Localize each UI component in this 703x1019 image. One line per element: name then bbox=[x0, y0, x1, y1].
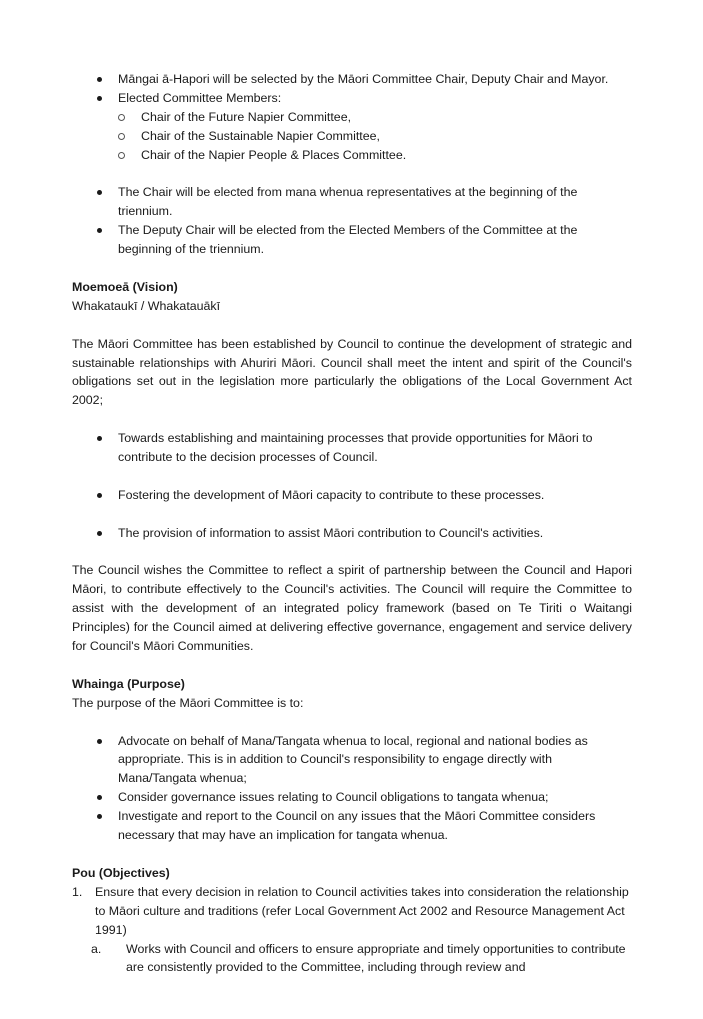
vision-intro: The Māori Committee has been established by Council to continue the development of strategic and sustainable relationships with Ahuriri Māori. Council shall meet the intent and spirit of the Council's obligations set out in the legislation more particularly the obligations of the Local Government Act 2002; bbox=[72, 336, 632, 408]
vision-subheading: Whakataukī / Whakatauākī bbox=[72, 298, 221, 313]
list-spacer bbox=[72, 505, 632, 524]
list-item bbox=[72, 429, 632, 467]
vision-heading: Moemoeā (Vision) bbox=[72, 279, 178, 294]
list-item bbox=[72, 89, 632, 108]
list-item bbox=[72, 524, 632, 543]
list-item-text: Consider governance issues relating to Council obligations to tangata whenua; bbox=[118, 790, 549, 805]
list-item-text: Elected Committee Members: bbox=[118, 90, 282, 105]
numbered-item bbox=[72, 883, 632, 940]
list-item-text: Investigate and report to the Council on any issues that the Māori Committee considers necessary that may have an implication for tangata whenua. bbox=[118, 809, 596, 843]
chair-list bbox=[72, 183, 632, 259]
vision-closing: The Council wishes the Committee to reflect a spirit of partnership between the Council and Hapori Māori, to contribute effectively to the Council's activities. The Council will require the Committee to assist with the development of an integrated policy framework (based on Te Tiriti o Waitangi Principles) for the Council aimed at delivering effective governance, engagement and service delivery for Council's Māori Communities. bbox=[72, 563, 632, 654]
list-item-text: Ensure that every decision in relation to Council activities takes into consideration the relationship to Māori culture and traditions (refer Local Government Act 2002 and Resource Management Act 1991) bbox=[95, 884, 629, 937]
lettered-sub-item bbox=[72, 940, 632, 978]
vision-list bbox=[72, 429, 632, 542]
circle-bullet-icon bbox=[114, 146, 128, 159]
list-item bbox=[72, 70, 632, 89]
purpose-heading: Whainga (Purpose) bbox=[72, 676, 185, 691]
item-number: 1. bbox=[72, 884, 83, 899]
list-item-text: Advocate on behalf of Mana/Tangata whenua to local, regional and national bodies as appropriate. This is in addition to Council's responsibility to engage directly with Mana/Tangata whenua; bbox=[118, 733, 588, 786]
bullet-icon bbox=[92, 788, 106, 800]
list-spacer bbox=[72, 467, 632, 486]
list-item-text: The provision of information to assist Māori contribution to Council's activities. bbox=[118, 525, 544, 540]
bullet-icon bbox=[92, 221, 106, 233]
sub-list-item bbox=[72, 108, 632, 127]
list-item-text: Chair of the Napier People & Places Committee. bbox=[141, 147, 407, 162]
purpose-intro: The purpose of the Māori Committee is to: bbox=[72, 695, 304, 710]
item-letter: a. bbox=[91, 941, 102, 956]
list-item-text: Chair of the Sustainable Napier Committee, bbox=[141, 128, 380, 143]
bullet-icon bbox=[92, 70, 106, 82]
list-item-text: Fostering the development of Māori capacity to contribute to these processes. bbox=[118, 487, 545, 502]
list-item bbox=[72, 807, 632, 845]
bullet-icon bbox=[92, 486, 106, 498]
list-item bbox=[72, 732, 632, 789]
bullet-icon bbox=[92, 89, 106, 101]
sub-list-item bbox=[72, 146, 632, 165]
objectives-heading: Pou (Objectives) bbox=[72, 865, 170, 880]
list-item bbox=[72, 486, 632, 505]
membership-list bbox=[72, 70, 632, 165]
list-item-text: Works with Council and officers to ensure appropriate and timely opportunities to contribute are consistently provided to the Committee, including through review and bbox=[126, 941, 626, 975]
bullet-icon bbox=[92, 183, 106, 195]
list-item-text: The Deputy Chair will be elected from the Elected Members of the Committee at the beginning of the triennium. bbox=[118, 223, 578, 257]
bullet-icon bbox=[92, 732, 106, 744]
bullet-icon bbox=[92, 429, 106, 441]
objectives-list bbox=[72, 883, 632, 978]
list-item-text: Towards establishing and maintaining processes that provide opportunities for Māori to contribute to the decision processes of Council. bbox=[118, 431, 593, 465]
bullet-icon bbox=[92, 807, 106, 819]
purpose-list bbox=[72, 732, 632, 845]
list-item-text: Māngai ā-Hapori will be selected by the Māori Committee Chair, Deputy Chair and Mayor. bbox=[118, 72, 609, 86]
sub-list-item bbox=[72, 127, 632, 146]
bullet-icon bbox=[92, 524, 106, 536]
list-item-text: The Chair will be elected from mana whenua representatives at the beginning of the triennium. bbox=[118, 185, 578, 219]
circle-bullet-icon bbox=[114, 127, 128, 140]
list-item bbox=[72, 788, 632, 807]
list-item bbox=[72, 183, 632, 221]
list-item bbox=[72, 221, 632, 259]
list-item-text: Chair of the Future Napier Committee, bbox=[141, 109, 352, 124]
document-page bbox=[72, 70, 632, 977]
circle-bullet-icon bbox=[114, 108, 128, 121]
